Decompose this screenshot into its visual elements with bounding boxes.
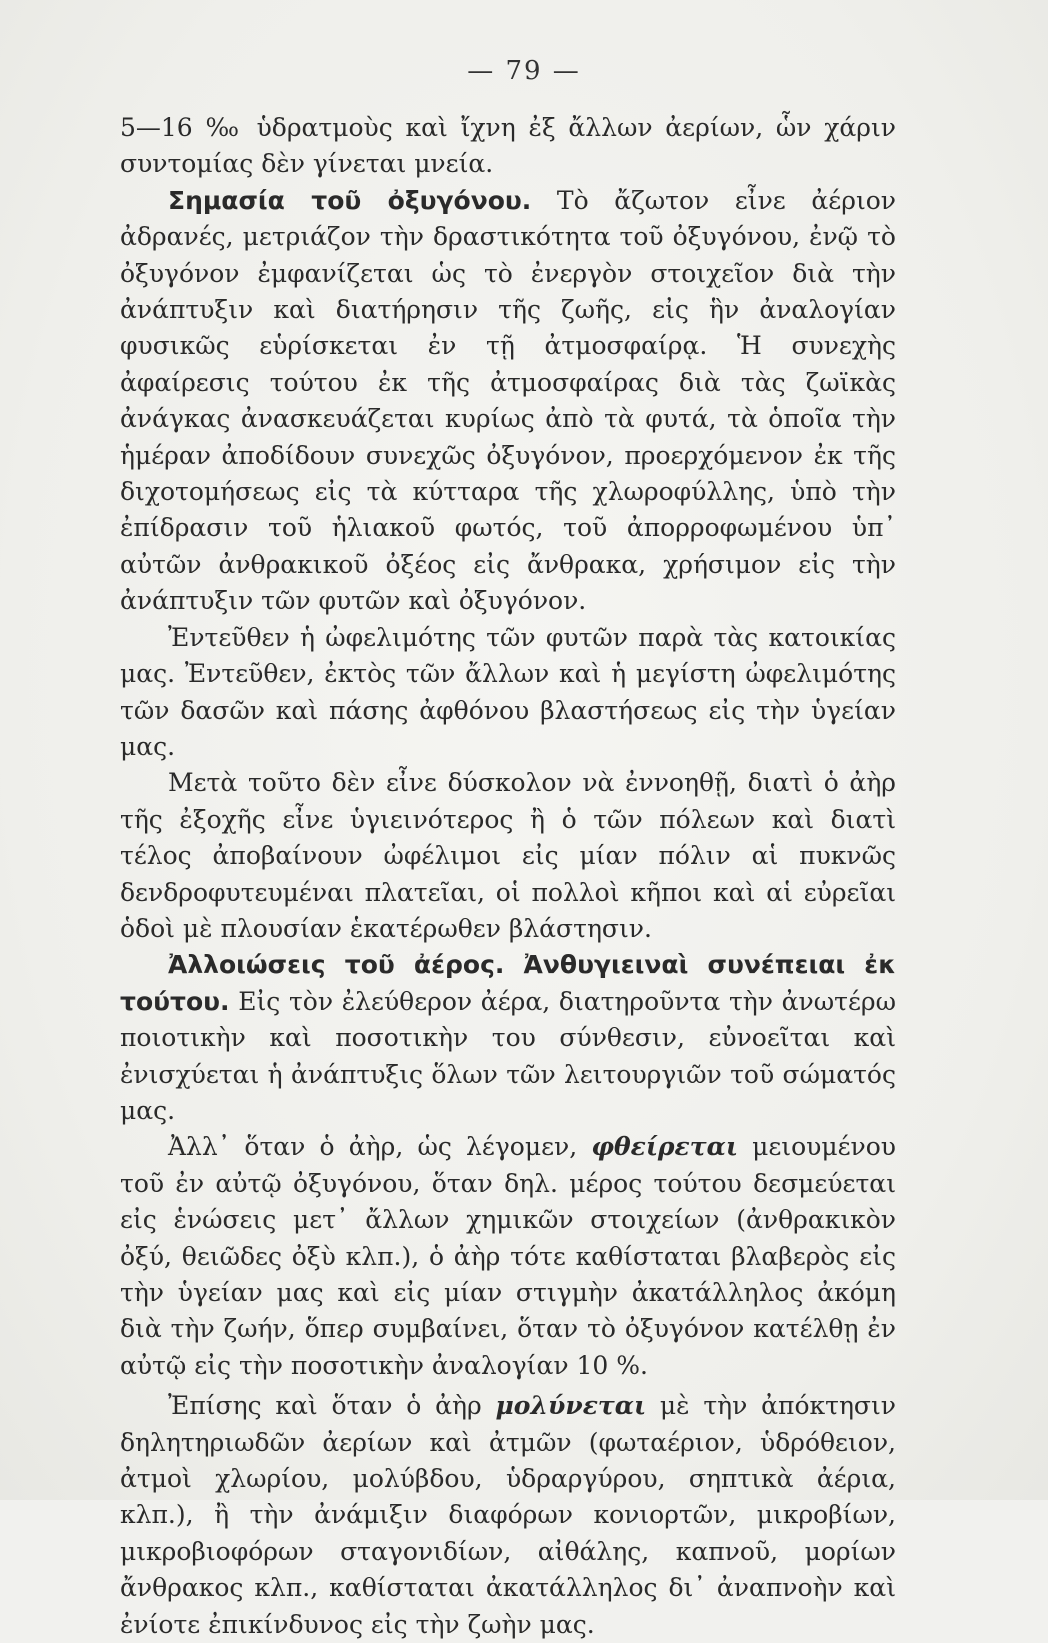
page-number: — 79 — (467, 56, 581, 86)
paragraph-hydration-note: 5—16 ‰ ὑδρατμοὺς καὶ ἴχνη ἐξ ἄλλων ἀερίων, ὧν χάριν συντομίας δὲν γίνεται μνεία. (120, 113, 896, 179)
paragraph-country-air: Μετὰ τοῦτο δὲν εἶνε δύσκολον νὰ ἐννοηθῇ, διατὶ ὁ ἀὴρ τῆς ἐξοχῆς εἶνε ὑγιεινότερος ἢ ὁ τῶν πόλεων καὶ διατὶ τέλος ἀποβαίνουν ὠφέλιμοι εἰς μίαν πόλιν αἱ πυκνῶς δενδροφυτευμέναι πλατεῖαι, οἱ πολλοὶ κῆποι καὶ αἱ εὐρεῖαι ὁδοὶ μὲ πλουσίαν ἑκατέρωθεν βλάστησιν. (120, 768, 896, 943)
paragraph-air-pollution (120, 1388, 896, 1643)
paragraph-oxygen-text: Τὸ ἄζωτον εἶνε ἀέριον ἀδρανές, μετριάζον τὴν δραστικότητα τοῦ ὀξυγόνου, ἐνῷ τὸ ὀξυγόνον ἐμφανίζεται ὡς τὸ ἐνεργὸν στοιχεῖον διὰ τὴν ἀνάπτυξιν καὶ διατήρησιν τῆς ζωῆς, εἰς ἣν ἀναλογίαν φυσικῶς εὑρίσκεται ἐν τῇ ἀτμοσφαίρᾳ. Ἡ συνεχὴς ἀφαίρεσις τούτου ἐκ τῆς ἀτμοσφαίρας διὰ τὰς ζωϊκὰς ἀνάγκας ἀνασκευάζεται κυρίως ἀπὸ τὰ φυτά, τὰ ὁποῖα τὴν ἡμέραν ἀποδίδουν συνεχῶς ὀξυγόνον, προερχόμενον ἐκ τῆς διχοτομήσεως εἰς τὰ κύτταρα τῆς χλωροφύλλης, ὑπὸ τὴν ἐπίδρασιν τοῦ ἡλιακοῦ φωτός, τοῦ ἀπορροφωμένου ὑπ᾽ αὐτῶν ἀνθρακικοῦ ὀξέος εἰς ἄνθρακα, χρήσιμον εἰς τὴν ἀνάπτυξιν τῶν φυτῶν καὶ ὀξυγόνον. (120, 185, 896, 616)
paragraph-air-corruption-start: Ἀλλ᾽ ὅταν ὁ ἀὴρ, ὡς λέγομεν, (168, 1132, 592, 1162)
paragraph-air-pollution-start: Ἐπίσης καὶ ὅταν ὁ ἀὴρ (168, 1391, 496, 1421)
paragraph-air-alterations (120, 947, 896, 1129)
paragraph-plant-benefit: Ἐντεῦθεν ἡ ὠφελιμότης τῶν φυτῶν παρὰ τὰς κατοικίας μας. Ἐντεῦθεν, ἐκτὸς τῶν ἄλλων καὶ ἡ μεγίστη ὠφελιμότης τῶν δασῶν καὶ πάσης ἀφθόνου βλαστήσεως εἰς τὴν ὑγείαν μας. (120, 622, 896, 761)
paragraph-air-alterations-text: Εἰς τὸν ἐλεύθερον ἀέρα, διατηροῦντα τὴν ἀνωτέρω ποιοτικὴν καὶ ποσοτικὴν του σύνθεσιν, εὐνοεῖται καὶ ἐνισχύεται ἡ ἀνάπτυξις ὅλων τῶν λειτουργιῶν τοῦ σώματός μας. (120, 986, 896, 1125)
paragraph-air-corruption-rest: μειουμένου τοῦ ἐν αὐτῷ ὀξυγόνου, ὅταν δηλ. μέρος τούτου δεσμεύεται εἰς ἑνώσεις μετ᾽ ἄλλων χημικῶν στοιχείων (ἀνθρακικὸν ὀξύ, θειῶδες ὀξὺ κλπ.), ὁ ἀὴρ τότε καθίσταται βλαβερὸς εἰς τὴν ὑγείαν μας καὶ εἰς μίαν στιγμὴν ἀκατάλληλος ἀκόμη διὰ τὴν ζωήν, ὅπερ συμβαίνει, ὅταν τὸ ὀξυγόνον κατέλθῃ ἐν αὐτῷ εἰς τὴν ποσοτικὴν ἀναλογίαν 10 %. (120, 1132, 896, 1380)
emphasis-polluted: μολύνεται (495, 1391, 647, 1421)
page-body-text (120, 110, 896, 1643)
section-heading-air-alterations: Ἀλλοιώσεις τοῦ ἀέρος. Ἀνθυγιειναὶ συνέπειαι ἐκ τούτου. (120, 950, 896, 1016)
section-heading-oxygen: Σημασία τοῦ ὀξυγόνου. (168, 185, 532, 215)
paragraph-air-corruption (120, 1129, 896, 1384)
paragraph-air-pollution-rest: μὲ τὴν ἀπόκτησιν δηλητηριωδῶν ἀερίων καὶ ἀτμῶν (φωταέριον, ὑδρόθειον, ἀτμοὶ χλωρίου, μολύβδου, ὑδραργύρου, σηπτικὰ ἀέρια, κλπ.), ἢ τὴν ἀνάμιξιν διαφόρων κονιορτῶν, μικροβίων, μικροβιοφόρων σταγονιδίων, αἰθάλης, καπνοῦ, μορίων ἄνθρακος κλπ., καθίσταται ἀκατάλληλος δι᾽ ἀναπνοὴν καὶ ἐνίοτε ἐπικίνδυνος εἰς τὴν ζωὴν μας. (120, 1391, 897, 1639)
emphasis-corrupted: φθείρεται (591, 1132, 738, 1162)
paragraph-oxygen-significance (120, 183, 896, 620)
